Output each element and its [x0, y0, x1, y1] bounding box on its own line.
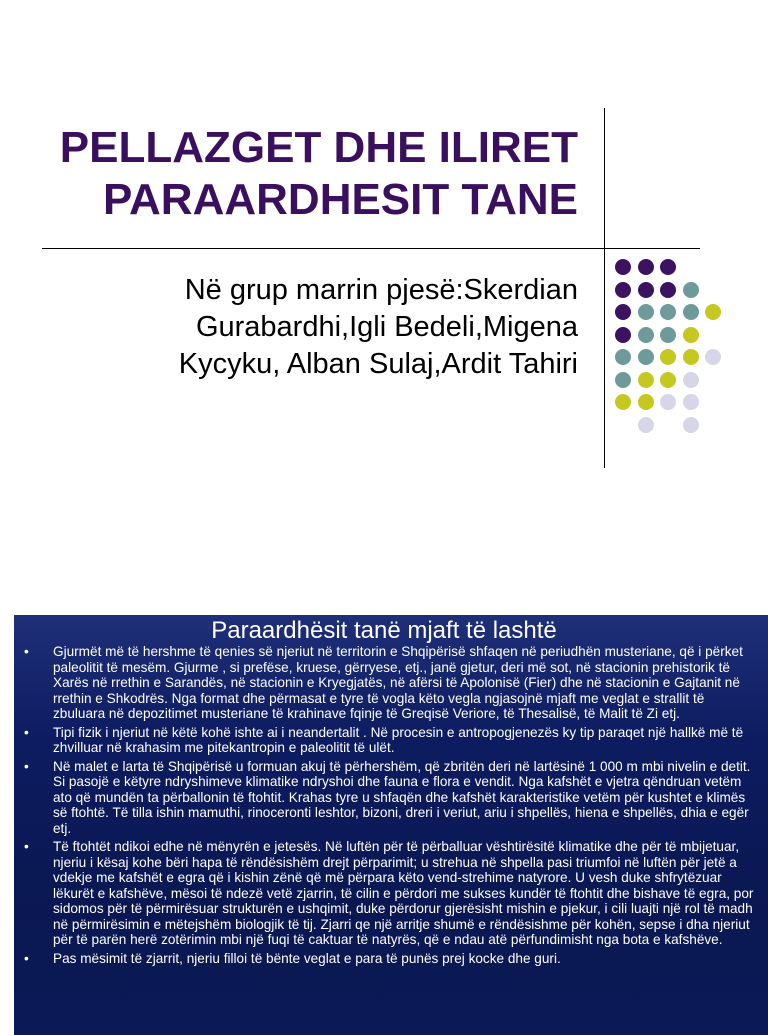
- decorative-dot: [683, 304, 699, 320]
- decorative-dot-grid: [615, 259, 735, 449]
- subtitle-line-3: Kycyku, Alban Sulaj,Ardit Tahiri: [178, 348, 578, 380]
- decorative-dot: [638, 372, 654, 388]
- bullet-marker: •: [24, 644, 29, 659]
- slide-title: [18, 122, 578, 226]
- decorative-dot: [615, 327, 631, 343]
- decorative-dot: [683, 372, 699, 388]
- decorative-dot: [683, 349, 699, 365]
- bullet-text: Në malet e larta të Shqipërisë u formuan akuj të përhershëm, që zbritën deri në lartësinë 1 000 m mbi nivelin e detit. Si pasojë e këtyre ndryshimeve klimatike ndryshoi dhe fauna e flora e vendit. Nga kafshët e vjetra qëndruan vetëm ato që mundën ta përballonin të ftohtit. Krahas tyre u shfaqën dhe kafshët karakteristike vetëm për kushtet e klimës së ftohtë. Të tilla ishin mamuthi, rinoceronti leshtor, bizoni, dreri i veriut, ariu i shpellës, hiena e shpellës, dhia e egër etj.: [53, 758, 751, 836]
- content-slide: [14, 615, 768, 1035]
- bullet-item: [22, 951, 757, 967]
- bullet-text: Tipi fizik i njeriut në këtë kohë ishte ai i neandertalit . Në procesin e antropogjenezës ky tip paraqet një hallkë më të zhvilluar në krahasim me pitekantropin e paleolitit të ulët.: [53, 724, 744, 755]
- subtitle-line-2: Gurabardhi,Igli Bedeli,Migena: [195, 311, 578, 343]
- bullet-list: [22, 644, 757, 969]
- decorative-dot: [683, 417, 699, 433]
- decorative-dot: [660, 304, 676, 320]
- title-line-1: PELLAZGET DHE ILIRET: [59, 123, 578, 172]
- decorative-dot: [683, 394, 699, 410]
- decorative-dot: [615, 372, 631, 388]
- decorative-dot: [615, 349, 631, 365]
- decorative-dot: [705, 349, 721, 365]
- horizontal-divider: [42, 248, 700, 249]
- bullet-item: [22, 839, 757, 948]
- subtitle-line-1: Në grup marrin pjesë:Skerdian: [184, 274, 578, 306]
- decorative-dot: [638, 259, 654, 275]
- decorative-dot: [615, 259, 631, 275]
- decorative-dot: [638, 417, 654, 433]
- bullet-item: [22, 759, 757, 837]
- decorative-dot: [660, 372, 676, 388]
- bullet-text: Gjurmët më të hershme të qenies së njeriut në territorin e Shqipërisë shfaqen në periudhën musteriane, që i përket paleolitit të mesëm. Gjurme , si prefëse, kruese, gërryese, etj., janë gjetur, deri më sot, në stacionin prehistorik të Xarës në rrethin e Sarandës, në stacionin e Kryegjatës, në afërsi të Apolonisë (Fier) dhe në stacionin e Gajtanit në rrethin e Shkodrës. Nga format dhe përmasat e tyre të vogla këto vegla ngjasojnë mjaft me veglat e strallit të zbuluara në depozitimet musteriane të krahinave fqinje të Greqisë Veriore, të Thesalisë, të Malit të Zi etj.: [53, 644, 743, 721]
- decorative-dot: [660, 349, 676, 365]
- decorative-dot: [638, 327, 654, 343]
- decorative-dot: [638, 304, 654, 320]
- decorative-dot: [638, 394, 654, 410]
- decorative-dot: [683, 282, 699, 298]
- decorative-dot: [660, 394, 676, 410]
- decorative-dot: [660, 259, 676, 275]
- bullet-marker: •: [24, 758, 29, 774]
- content-slide-title: Paraardhësit tanë mjaft të lashtë: [211, 617, 557, 644]
- bullet-text: Pas mësimit të zjarrit, njeriu filloi të bënte veglat e para të punës prej kocke dhe guri.: [53, 950, 561, 966]
- bullet-item: [22, 644, 757, 722]
- decorative-dot: [705, 304, 721, 320]
- decorative-dot: [638, 282, 654, 298]
- decorative-dot: [638, 349, 654, 365]
- decorative-dot: [615, 394, 631, 410]
- slide-subtitle: [18, 272, 578, 383]
- decorative-dot: [615, 282, 631, 298]
- decorative-dot: [683, 327, 699, 343]
- decorative-dot: [615, 304, 631, 320]
- bullet-marker: •: [24, 724, 29, 740]
- bullet-text: Të ftohtët ndikoi edhe në mënyrën e jetesës. Në luftën për të përballuar vështirësitë klimatike dhe për të mbijetuar, njeriu i kësaj kohe bëri hapa të rëndësishëm drejt përparimit; u strehua në shpella pasi triumfoi në luftën për jetë a vdekje me kafshët e egra që i kishin zënë që më përpara këto vend-strehime natyrore. U vesh duke shfrytëzuar lëkurët e kafshëve, mësoi të ndezë vetë zjarrin, të cilin e përdori me sukses kundër të ftohtit dhe bishave të egra, por sidomos për të përmirësuar strukturën e ushqimit, duke përdorur gjerësisht mishin e pjekur, i cili luajti një rol të madh në përmirësimin e mëtejshëm biologjik të tij. Zjarri qe një arritje shumë e rëndësishme për kohën, sepse i dha njeriut për të parën herë zotërimin mbi një fuqi të caktuar të natyrës, që e ndau atë përfundimisht nga bota e kafshëve.: [53, 839, 754, 947]
- vertical-divider: [604, 108, 605, 468]
- decorative-dot: [660, 282, 676, 298]
- bullet-marker: •: [24, 950, 29, 966]
- title-line-2: PARAARDHESIT TANE: [102, 175, 578, 224]
- bullet-item: [22, 725, 757, 756]
- bullet-marker: •: [24, 839, 29, 854]
- decorative-dot: [660, 327, 676, 343]
